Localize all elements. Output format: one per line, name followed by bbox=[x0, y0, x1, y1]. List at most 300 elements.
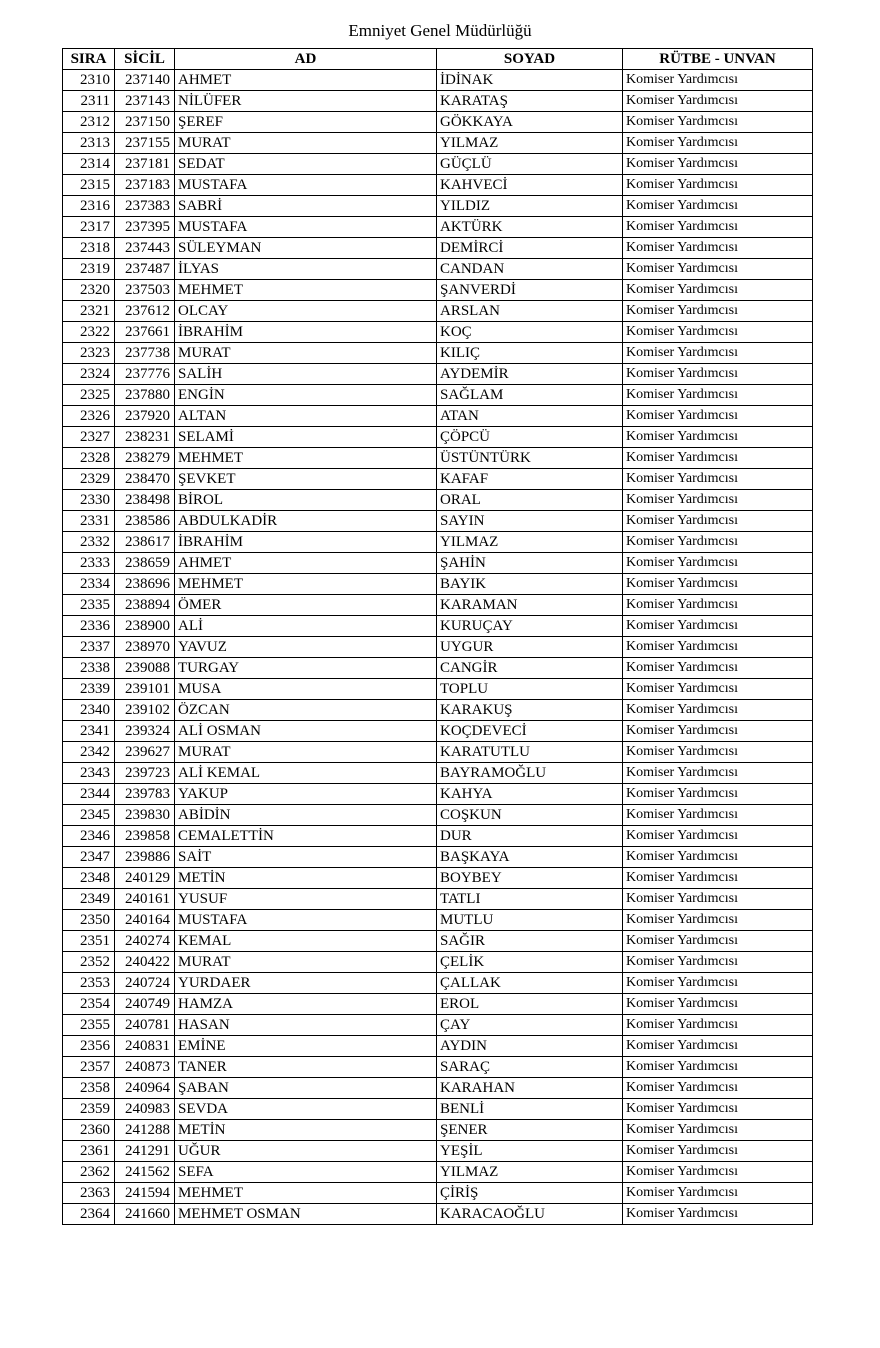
cell-rutbe-unvan: Komiser Yardımcısı bbox=[623, 1183, 813, 1204]
table-row bbox=[63, 406, 813, 427]
cell-sira: 2360 bbox=[63, 1120, 115, 1141]
cell-rutbe-unvan: Komiser Yardımcısı bbox=[623, 973, 813, 994]
cell-soyad: KAHYA bbox=[437, 784, 623, 805]
cell-sicil: 237880 bbox=[115, 385, 175, 406]
cell-soyad: ÜSTÜNTÜRK bbox=[437, 448, 623, 469]
cell-ad: YURDAER bbox=[175, 973, 437, 994]
cell-ad: MUSA bbox=[175, 679, 437, 700]
cell-sira: 2310 bbox=[63, 70, 115, 91]
cell-rutbe-unvan: Komiser Yardımcısı bbox=[623, 805, 813, 826]
cell-soyad: KARATAŞ bbox=[437, 91, 623, 112]
cell-sicil: 237395 bbox=[115, 217, 175, 238]
table-header bbox=[63, 49, 813, 70]
cell-rutbe-unvan: Komiser Yardımcısı bbox=[623, 1099, 813, 1120]
table-row bbox=[63, 763, 813, 784]
table-row bbox=[63, 889, 813, 910]
table-row bbox=[63, 994, 813, 1015]
cell-rutbe-unvan: Komiser Yardımcısı bbox=[623, 217, 813, 238]
cell-rutbe-unvan: Komiser Yardımcısı bbox=[623, 763, 813, 784]
cell-ad: MEHMET bbox=[175, 448, 437, 469]
cell-ad: UĞUR bbox=[175, 1141, 437, 1162]
cell-soyad: COŞKUN bbox=[437, 805, 623, 826]
cell-ad: ENGİN bbox=[175, 385, 437, 406]
cell-sira: 2348 bbox=[63, 868, 115, 889]
cell-soyad: YILDIZ bbox=[437, 196, 623, 217]
cell-soyad: KARACAOĞLU bbox=[437, 1204, 623, 1225]
cell-ad: HAMZA bbox=[175, 994, 437, 1015]
cell-soyad: İDİNAK bbox=[437, 70, 623, 91]
cell-rutbe-unvan: Komiser Yardımcısı bbox=[623, 91, 813, 112]
cell-rutbe-unvan: Komiser Yardımcısı bbox=[623, 448, 813, 469]
cell-ad: SAİT bbox=[175, 847, 437, 868]
cell-sira: 2323 bbox=[63, 343, 115, 364]
cell-sira: 2314 bbox=[63, 154, 115, 175]
cell-ad: EMİNE bbox=[175, 1036, 437, 1057]
cell-soyad: KURUÇAY bbox=[437, 616, 623, 637]
table-row bbox=[63, 973, 813, 994]
cell-sira: 2313 bbox=[63, 133, 115, 154]
cell-rutbe-unvan: Komiser Yardımcısı bbox=[623, 469, 813, 490]
table-row bbox=[63, 385, 813, 406]
cell-ad: MEHMET bbox=[175, 1183, 437, 1204]
cell-ad: ABİDİN bbox=[175, 805, 437, 826]
cell-rutbe-unvan: Komiser Yardımcısı bbox=[623, 175, 813, 196]
cell-soyad: KAHVECİ bbox=[437, 175, 623, 196]
cell-soyad: BAYIK bbox=[437, 574, 623, 595]
cell-sicil: 239886 bbox=[115, 847, 175, 868]
cell-sicil: 237661 bbox=[115, 322, 175, 343]
cell-rutbe-unvan: Komiser Yardımcısı bbox=[623, 679, 813, 700]
cell-sicil: 237443 bbox=[115, 238, 175, 259]
cell-ad: METİN bbox=[175, 868, 437, 889]
cell-sira: 2364 bbox=[63, 1204, 115, 1225]
cell-sira: 2337 bbox=[63, 637, 115, 658]
cell-ad: MEHMET bbox=[175, 574, 437, 595]
cell-soyad: YEŞİL bbox=[437, 1141, 623, 1162]
cell-ad: MURAT bbox=[175, 742, 437, 763]
cell-soyad: UYGUR bbox=[437, 637, 623, 658]
cell-sicil: 237776 bbox=[115, 364, 175, 385]
cell-sira: 2335 bbox=[63, 595, 115, 616]
cell-sicil: 237738 bbox=[115, 343, 175, 364]
cell-rutbe-unvan: Komiser Yardımcısı bbox=[623, 532, 813, 553]
table-row bbox=[63, 574, 813, 595]
cell-rutbe-unvan: Komiser Yardımcısı bbox=[623, 952, 813, 973]
cell-ad: MEHMET bbox=[175, 280, 437, 301]
cell-ad: SEVDA bbox=[175, 1099, 437, 1120]
cell-sicil: 238231 bbox=[115, 427, 175, 448]
cell-soyad: DEMİRCİ bbox=[437, 238, 623, 259]
cell-rutbe-unvan: Komiser Yardımcısı bbox=[623, 1120, 813, 1141]
cell-rutbe-unvan: Komiser Yardımcısı bbox=[623, 868, 813, 889]
cell-ad: METİN bbox=[175, 1120, 437, 1141]
cell-rutbe-unvan: Komiser Yardımcısı bbox=[623, 931, 813, 952]
cell-sicil: 238586 bbox=[115, 511, 175, 532]
cell-soyad: BENLİ bbox=[437, 1099, 623, 1120]
cell-soyad: KILIÇ bbox=[437, 343, 623, 364]
cell-sicil: 239627 bbox=[115, 742, 175, 763]
cell-rutbe-unvan: Komiser Yardımcısı bbox=[623, 700, 813, 721]
cell-sicil: 240781 bbox=[115, 1015, 175, 1036]
table-row bbox=[63, 259, 813, 280]
cell-sicil: 240983 bbox=[115, 1099, 175, 1120]
cell-sicil: 237487 bbox=[115, 259, 175, 280]
cell-ad: OLCAY bbox=[175, 301, 437, 322]
cell-sicil: 241594 bbox=[115, 1183, 175, 1204]
table-row bbox=[63, 952, 813, 973]
cell-soyad: BAYRAMOĞLU bbox=[437, 763, 623, 784]
cell-soyad: KOÇ bbox=[437, 322, 623, 343]
cell-soyad: CANDAN bbox=[437, 259, 623, 280]
cell-soyad: GÜÇLÜ bbox=[437, 154, 623, 175]
cell-sira: 2325 bbox=[63, 385, 115, 406]
cell-sicil: 241562 bbox=[115, 1162, 175, 1183]
cell-rutbe-unvan: Komiser Yardımcısı bbox=[623, 112, 813, 133]
table-row bbox=[63, 70, 813, 91]
cell-sira: 2356 bbox=[63, 1036, 115, 1057]
cell-soyad: SAĞIR bbox=[437, 931, 623, 952]
cell-ad: KEMAL bbox=[175, 931, 437, 952]
cell-ad: ŞEREF bbox=[175, 112, 437, 133]
cell-rutbe-unvan: Komiser Yardımcısı bbox=[623, 784, 813, 805]
cell-sicil: 238279 bbox=[115, 448, 175, 469]
cell-sira: 2345 bbox=[63, 805, 115, 826]
cell-rutbe-unvan: Komiser Yardımcısı bbox=[623, 1204, 813, 1225]
cell-rutbe-unvan: Komiser Yardımcısı bbox=[623, 1078, 813, 1099]
cell-ad: BİROL bbox=[175, 490, 437, 511]
cell-sira: 2320 bbox=[63, 280, 115, 301]
cell-sicil: 240274 bbox=[115, 931, 175, 952]
cell-ad: ŞABAN bbox=[175, 1078, 437, 1099]
cell-sira: 2350 bbox=[63, 910, 115, 931]
cell-ad: ŞEVKET bbox=[175, 469, 437, 490]
cell-sira: 2330 bbox=[63, 490, 115, 511]
cell-ad: ÖMER bbox=[175, 595, 437, 616]
cell-rutbe-unvan: Komiser Yardımcısı bbox=[623, 742, 813, 763]
cell-sira: 2326 bbox=[63, 406, 115, 427]
cell-soyad: MUTLU bbox=[437, 910, 623, 931]
cell-sicil: 239723 bbox=[115, 763, 175, 784]
cell-sicil: 241660 bbox=[115, 1204, 175, 1225]
table-row bbox=[63, 595, 813, 616]
table-row bbox=[63, 322, 813, 343]
cell-sira: 2317 bbox=[63, 217, 115, 238]
cell-sicil: 239858 bbox=[115, 826, 175, 847]
cell-soyad: ÇAY bbox=[437, 1015, 623, 1036]
cell-sira: 2332 bbox=[63, 532, 115, 553]
cell-sira: 2340 bbox=[63, 700, 115, 721]
table-row bbox=[63, 238, 813, 259]
cell-sicil: 238659 bbox=[115, 553, 175, 574]
cell-soyad: ÇELİK bbox=[437, 952, 623, 973]
cell-rutbe-unvan: Komiser Yardımcısı bbox=[623, 490, 813, 511]
cell-rutbe-unvan: Komiser Yardımcısı bbox=[623, 826, 813, 847]
cell-ad: ALİ KEMAL bbox=[175, 763, 437, 784]
cell-soyad: KARAHAN bbox=[437, 1078, 623, 1099]
cell-ad: YAVUZ bbox=[175, 637, 437, 658]
cell-rutbe-unvan: Komiser Yardımcısı bbox=[623, 616, 813, 637]
cell-soyad: TATLI bbox=[437, 889, 623, 910]
cell-sira: 2343 bbox=[63, 763, 115, 784]
table-row bbox=[63, 868, 813, 889]
cell-sicil: 240964 bbox=[115, 1078, 175, 1099]
cell-ad: MEHMET OSMAN bbox=[175, 1204, 437, 1225]
cell-ad: ÖZCAN bbox=[175, 700, 437, 721]
cell-sira: 2353 bbox=[63, 973, 115, 994]
cell-soyad: DUR bbox=[437, 826, 623, 847]
cell-sira: 2315 bbox=[63, 175, 115, 196]
table-row bbox=[63, 91, 813, 112]
table-row bbox=[63, 1141, 813, 1162]
table-row bbox=[63, 1078, 813, 1099]
cell-sicil: 240161 bbox=[115, 889, 175, 910]
cell-soyad: AYDIN bbox=[437, 1036, 623, 1057]
table-row bbox=[63, 511, 813, 532]
cell-soyad: KARAKUŞ bbox=[437, 700, 623, 721]
cell-soyad: ŞENER bbox=[437, 1120, 623, 1141]
cell-sira: 2361 bbox=[63, 1141, 115, 1162]
cell-sira: 2352 bbox=[63, 952, 115, 973]
cell-sira: 2358 bbox=[63, 1078, 115, 1099]
table-row bbox=[63, 1120, 813, 1141]
cell-rutbe-unvan: Komiser Yardımcısı bbox=[623, 889, 813, 910]
table-row bbox=[63, 700, 813, 721]
cell-sicil: 240129 bbox=[115, 868, 175, 889]
cell-sira: 2322 bbox=[63, 322, 115, 343]
cell-rutbe-unvan: Komiser Yardımcısı bbox=[623, 427, 813, 448]
cell-ad: MURAT bbox=[175, 133, 437, 154]
table-row bbox=[63, 1057, 813, 1078]
table-row bbox=[63, 1204, 813, 1225]
cell-sicil: 238696 bbox=[115, 574, 175, 595]
cell-ad: SÜLEYMAN bbox=[175, 238, 437, 259]
cell-soyad: SARAÇ bbox=[437, 1057, 623, 1078]
cell-sira: 2349 bbox=[63, 889, 115, 910]
table-row bbox=[63, 931, 813, 952]
cell-sicil: 239830 bbox=[115, 805, 175, 826]
cell-rutbe-unvan: Komiser Yardımcısı bbox=[623, 406, 813, 427]
cell-ad: MUSTAFA bbox=[175, 910, 437, 931]
cell-sira: 2331 bbox=[63, 511, 115, 532]
cell-sira: 2359 bbox=[63, 1099, 115, 1120]
table-row bbox=[63, 364, 813, 385]
cell-ad: CEMALETTİN bbox=[175, 826, 437, 847]
cell-rutbe-unvan: Komiser Yardımcısı bbox=[623, 133, 813, 154]
cell-ad: İBRAHİM bbox=[175, 322, 437, 343]
cell-sira: 2316 bbox=[63, 196, 115, 217]
cell-soyad: ŞANVERDİ bbox=[437, 280, 623, 301]
cell-sicil: 237150 bbox=[115, 112, 175, 133]
cell-ad: İLYAS bbox=[175, 259, 437, 280]
cell-sira: 2319 bbox=[63, 259, 115, 280]
table-row bbox=[63, 616, 813, 637]
cell-sira: 2324 bbox=[63, 364, 115, 385]
table-row bbox=[63, 469, 813, 490]
table-row bbox=[63, 1183, 813, 1204]
personnel-table bbox=[62, 48, 813, 1225]
column-header-soyad: SOYAD bbox=[437, 49, 623, 70]
table-row bbox=[63, 805, 813, 826]
cell-sira: 2336 bbox=[63, 616, 115, 637]
cell-sira: 2311 bbox=[63, 91, 115, 112]
page-title: Emniyet Genel Müdürlüğü bbox=[348, 21, 532, 40]
cell-ad: YAKUP bbox=[175, 784, 437, 805]
cell-sira: 2354 bbox=[63, 994, 115, 1015]
table-row bbox=[63, 427, 813, 448]
cell-ad: SEDAT bbox=[175, 154, 437, 175]
cell-sicil: 240724 bbox=[115, 973, 175, 994]
cell-sira: 2312 bbox=[63, 112, 115, 133]
cell-sicil: 237612 bbox=[115, 301, 175, 322]
cell-sicil: 237140 bbox=[115, 70, 175, 91]
cell-ad: ALTAN bbox=[175, 406, 437, 427]
cell-ad: MUSTAFA bbox=[175, 175, 437, 196]
cell-rutbe-unvan: Komiser Yardımcısı bbox=[623, 574, 813, 595]
cell-soyad: AYDEMİR bbox=[437, 364, 623, 385]
cell-soyad: KARAMAN bbox=[437, 595, 623, 616]
cell-ad: MURAT bbox=[175, 343, 437, 364]
table-row bbox=[63, 847, 813, 868]
cell-rutbe-unvan: Komiser Yardımcısı bbox=[623, 70, 813, 91]
cell-sicil: 238617 bbox=[115, 532, 175, 553]
cell-rutbe-unvan: Komiser Yardımcısı bbox=[623, 1057, 813, 1078]
cell-ad: MUSTAFA bbox=[175, 217, 437, 238]
cell-sira: 2327 bbox=[63, 427, 115, 448]
cell-ad: TURGAY bbox=[175, 658, 437, 679]
cell-rutbe-unvan: Komiser Yardımcısı bbox=[623, 595, 813, 616]
cell-sira: 2347 bbox=[63, 847, 115, 868]
cell-ad: TANER bbox=[175, 1057, 437, 1078]
cell-ad: AHMET bbox=[175, 70, 437, 91]
cell-rutbe-unvan: Komiser Yardımcısı bbox=[623, 637, 813, 658]
cell-soyad: TOPLU bbox=[437, 679, 623, 700]
table-row bbox=[63, 175, 813, 196]
cell-soyad: CANGİR bbox=[437, 658, 623, 679]
cell-sicil: 240831 bbox=[115, 1036, 175, 1057]
cell-ad: AHMET bbox=[175, 553, 437, 574]
cell-sicil: 239088 bbox=[115, 658, 175, 679]
cell-soyad: SAĞLAM bbox=[437, 385, 623, 406]
table-row bbox=[63, 532, 813, 553]
cell-sira: 2342 bbox=[63, 742, 115, 763]
cell-ad: ABDULKADİR bbox=[175, 511, 437, 532]
table-row bbox=[63, 1036, 813, 1057]
table-row bbox=[63, 490, 813, 511]
cell-ad: ALİ OSMAN bbox=[175, 721, 437, 742]
cell-ad: SEFA bbox=[175, 1162, 437, 1183]
cell-sira: 2346 bbox=[63, 826, 115, 847]
table-row bbox=[63, 448, 813, 469]
table-row bbox=[63, 637, 813, 658]
cell-rutbe-unvan: Komiser Yardımcısı bbox=[623, 721, 813, 742]
cell-soyad: YILMAZ bbox=[437, 532, 623, 553]
cell-ad: SALİH bbox=[175, 364, 437, 385]
cell-rutbe-unvan: Komiser Yardımcısı bbox=[623, 343, 813, 364]
cell-sicil: 239102 bbox=[115, 700, 175, 721]
cell-sicil: 238894 bbox=[115, 595, 175, 616]
cell-sira: 2333 bbox=[63, 553, 115, 574]
cell-ad: SELAMİ bbox=[175, 427, 437, 448]
table-row bbox=[63, 553, 813, 574]
column-header-ad: AD bbox=[175, 49, 437, 70]
cell-ad: NİLÜFER bbox=[175, 91, 437, 112]
cell-soyad: KARATUTLU bbox=[437, 742, 623, 763]
cell-sira: 2329 bbox=[63, 469, 115, 490]
cell-soyad: ÇİRİŞ bbox=[437, 1183, 623, 1204]
cell-rutbe-unvan: Komiser Yardımcısı bbox=[623, 847, 813, 868]
cell-soyad: BOYBEY bbox=[437, 868, 623, 889]
header-row bbox=[63, 49, 813, 70]
cell-soyad: ARSLAN bbox=[437, 301, 623, 322]
cell-sicil: 238970 bbox=[115, 637, 175, 658]
cell-soyad: KAFAF bbox=[437, 469, 623, 490]
cell-soyad: GÖKKAYA bbox=[437, 112, 623, 133]
cell-ad: MURAT bbox=[175, 952, 437, 973]
cell-sicil: 241288 bbox=[115, 1120, 175, 1141]
cell-sira: 2339 bbox=[63, 679, 115, 700]
table-row bbox=[63, 217, 813, 238]
cell-soyad: BAŞKAYA bbox=[437, 847, 623, 868]
cell-soyad: EROL bbox=[437, 994, 623, 1015]
cell-sicil: 237383 bbox=[115, 196, 175, 217]
cell-sira: 2357 bbox=[63, 1057, 115, 1078]
cell-soyad: SAYIN bbox=[437, 511, 623, 532]
column-header-sira: SIRA bbox=[63, 49, 115, 70]
cell-rutbe-unvan: Komiser Yardımcısı bbox=[623, 1015, 813, 1036]
cell-soyad: YILMAZ bbox=[437, 1162, 623, 1183]
cell-ad: İBRAHİM bbox=[175, 532, 437, 553]
cell-rutbe-unvan: Komiser Yardımcısı bbox=[623, 1141, 813, 1162]
cell-sicil: 240164 bbox=[115, 910, 175, 931]
cell-sicil: 240749 bbox=[115, 994, 175, 1015]
column-header-rutbe-unvan: RÜTBE - UNVAN bbox=[623, 49, 813, 70]
cell-sicil: 240422 bbox=[115, 952, 175, 973]
table-body bbox=[63, 70, 813, 1225]
cell-rutbe-unvan: Komiser Yardımcısı bbox=[623, 1162, 813, 1183]
cell-sira: 2341 bbox=[63, 721, 115, 742]
table-row bbox=[63, 679, 813, 700]
cell-rutbe-unvan: Komiser Yardımcısı bbox=[623, 511, 813, 532]
cell-sicil: 238470 bbox=[115, 469, 175, 490]
cell-soyad: ÇALLAK bbox=[437, 973, 623, 994]
table-row bbox=[63, 910, 813, 931]
cell-sicil: 237920 bbox=[115, 406, 175, 427]
cell-sira: 2318 bbox=[63, 238, 115, 259]
cell-rutbe-unvan: Komiser Yardımcısı bbox=[623, 1036, 813, 1057]
cell-rutbe-unvan: Komiser Yardımcısı bbox=[623, 259, 813, 280]
cell-sira: 2344 bbox=[63, 784, 115, 805]
table-row bbox=[63, 826, 813, 847]
cell-sicil: 237183 bbox=[115, 175, 175, 196]
cell-sicil: 238498 bbox=[115, 490, 175, 511]
cell-sicil: 239101 bbox=[115, 679, 175, 700]
cell-sicil: 237181 bbox=[115, 154, 175, 175]
cell-rutbe-unvan: Komiser Yardımcısı bbox=[623, 385, 813, 406]
cell-sicil: 241291 bbox=[115, 1141, 175, 1162]
cell-soyad: ATAN bbox=[437, 406, 623, 427]
cell-rutbe-unvan: Komiser Yardımcısı bbox=[623, 658, 813, 679]
cell-sira: 2334 bbox=[63, 574, 115, 595]
cell-sicil: 237143 bbox=[115, 91, 175, 112]
cell-sira: 2321 bbox=[63, 301, 115, 322]
table-row bbox=[63, 280, 813, 301]
cell-rutbe-unvan: Komiser Yardımcısı bbox=[623, 280, 813, 301]
cell-soyad: YILMAZ bbox=[437, 133, 623, 154]
table-row bbox=[63, 133, 813, 154]
table-row bbox=[63, 784, 813, 805]
cell-soyad: ORAL bbox=[437, 490, 623, 511]
cell-sira: 2338 bbox=[63, 658, 115, 679]
